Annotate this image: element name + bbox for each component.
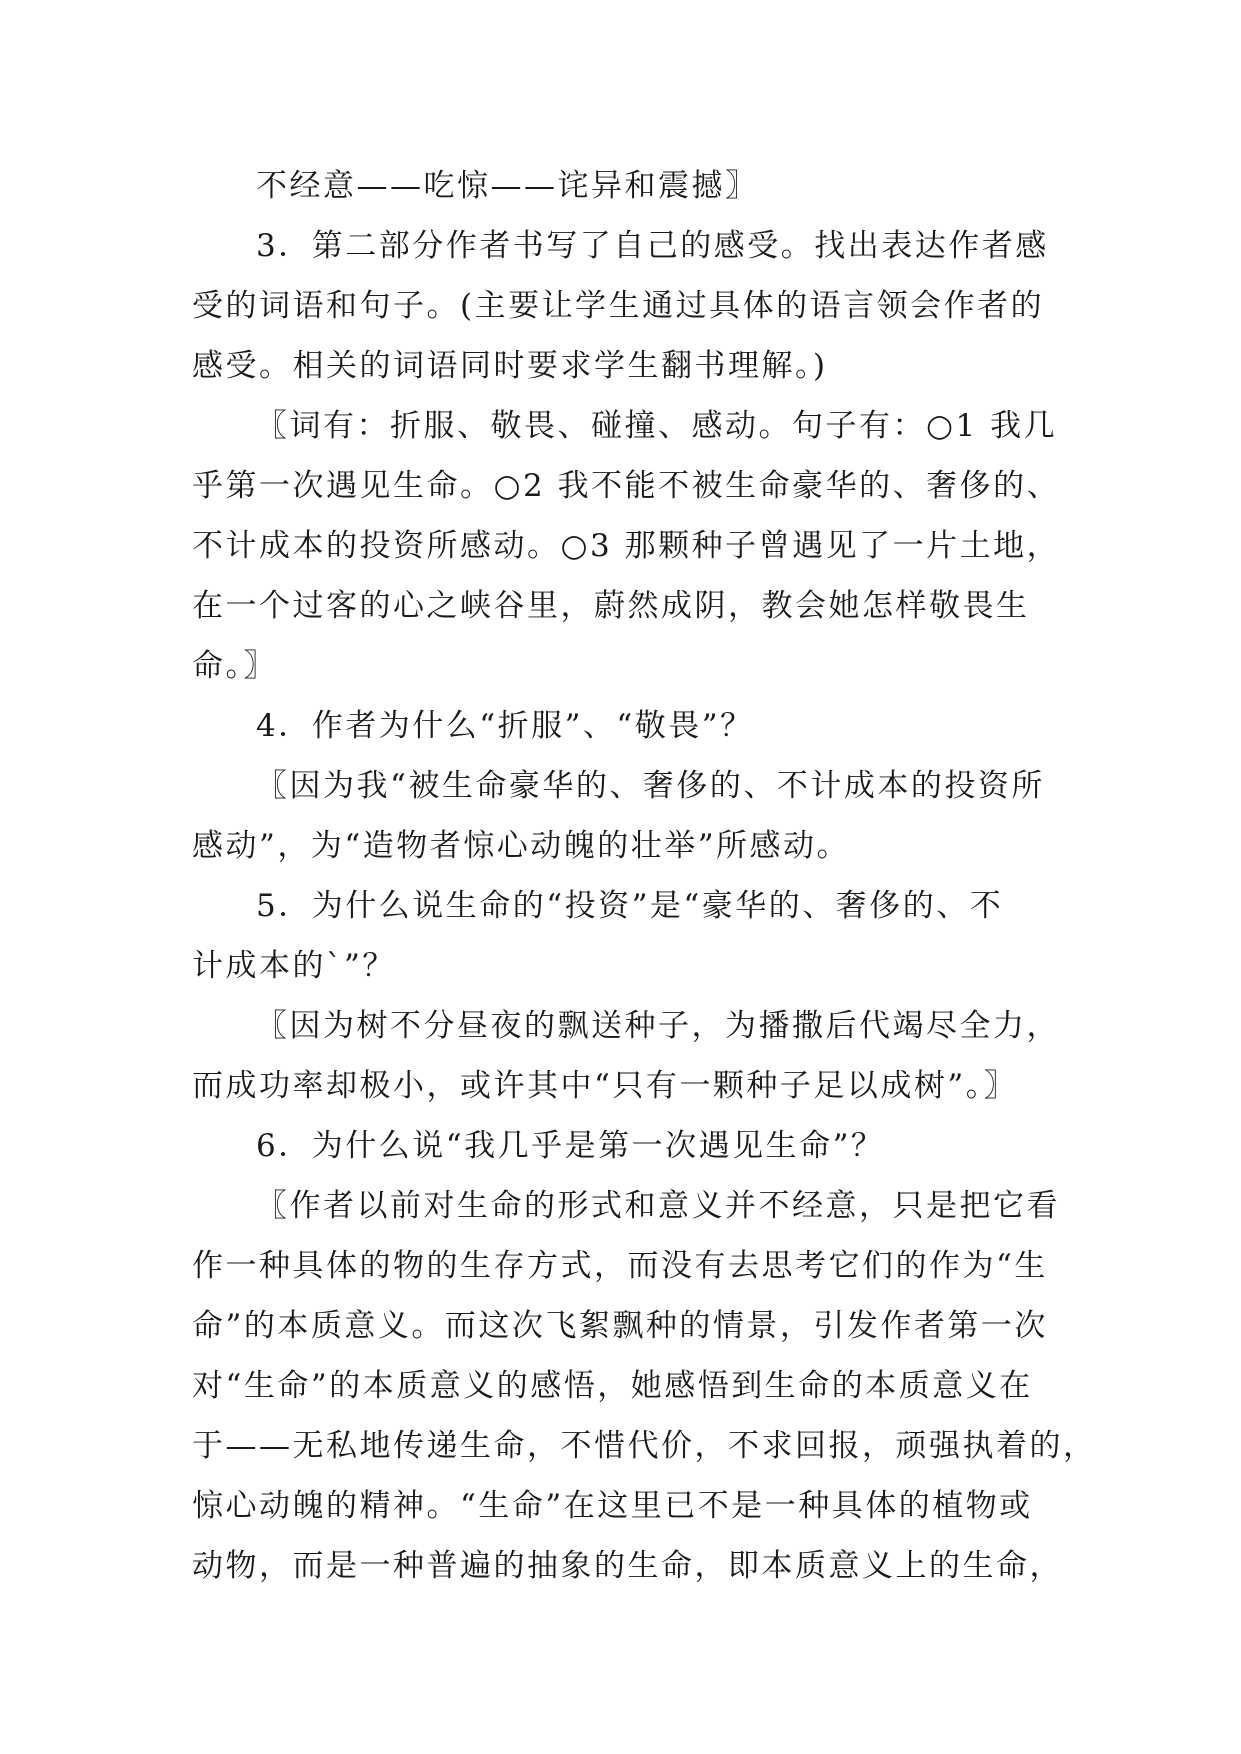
answer-4-line: 〖因为我“被生命豪华的、奢侈的、不计成本的投资所 [256,768,1045,804]
text-line: 乎第一次遇见生命。○2 我不能不被生命豪华的、奢侈的、 [192,468,1061,504]
answer-3-line: 〖词有：折服、敬畏、碰撞、感动。句子有：○1 我几 [256,408,1058,444]
answer-6-line: 〖作者以前对生命的形式和意义并不经意，只是把它看 [256,1188,1060,1224]
document-body [192,156,1097,1596]
text-line: 感动”，为“造物者惊心动魄的壮举”所感动。 [192,828,851,864]
text-line: 命。〗 [192,648,277,684]
question-3-line: 3．第二部分作者书写了自己的感受。找出表达作者感 [256,228,1049,264]
text-line: 在一个过客的心之峡谷里，蔚然成阴，教会她怎样敬畏生 [192,588,1030,624]
question-6-line: 6．为什么说“我几乎是第一次遇见生命”？ [256,1128,885,1164]
text-line: 作一种具体的物的生存方式，而没有去思考它们的作为“生 [192,1248,1048,1284]
text-line: 动物，而是一种普遍的抽象的生命，即本质意义上的生命， [192,1548,1063,1584]
question-4-line: 4．作者为什么“折服”、“敬畏”？ [256,708,754,744]
text-line: 不经意——吃惊——诧异和震撼〗 [256,168,759,204]
text-line: 命”的本质意义。而这次飞絮飘种的情景，引发作者第一次 [192,1308,1048,1344]
answer-5-line: 〖因为树不分昼夜的飘送种子，为播撒后代竭尽全力， [256,1008,1060,1044]
text-line: 受的词语和句子。(主要让学生通过具体的语言领会作者的 [192,288,1045,324]
text-line: 于——无私地传递生命，不惜代价，不求回报，顽强执着的， [192,1428,1097,1464]
text-line: 惊心动魄的精神。“生命”在这里已不是一种具体的植物或 [192,1488,1033,1524]
text-line: 对“生命”的本质意义的感悟，她感悟到生命的本质意义在 [192,1368,1033,1404]
text-line: 计成本的`”？ [192,948,396,984]
text-line: 感受。相关的词语同时要求学生翻书理解。) [192,348,828,384]
text-line: 不计成本的投资所感动。○3 那颗种子曾遇见了一片土地， [192,528,1061,564]
question-5-line: 5．为什么说生命的“投资”是“豪华的、奢侈的、不 [256,888,1004,924]
text-line: 而成功率却极小，或许其中“只有一颗种子足以成树”。〗 [192,1068,1018,1104]
